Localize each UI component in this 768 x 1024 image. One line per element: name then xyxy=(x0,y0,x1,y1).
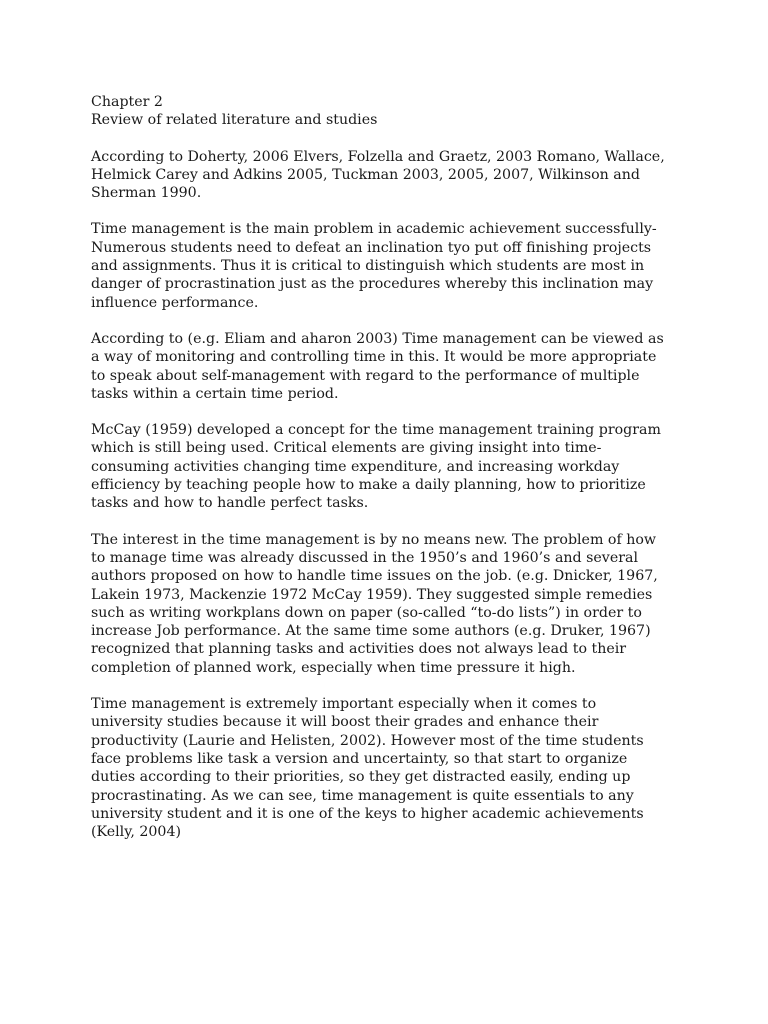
text-line: McCay (1959) developed a concept for the time management training program xyxy=(91,422,661,439)
text-line: Numerous students need to defeat an inclination tyo put off finishing projects xyxy=(91,239,652,256)
text-line: procrastinating. As we can see, time management is quite essentials to any xyxy=(91,787,634,804)
text-line: consuming activities changing time expenditure, and increasing workday xyxy=(91,458,620,475)
text-line: Lakein 1973, Mackenzie 1972 McCay 1959). They suggested simple remedies xyxy=(91,586,653,603)
text-line: Time management is extremely important especially when it comes to xyxy=(91,696,597,713)
text-line: which is still being used. Critical elements are giving insight into time- xyxy=(91,440,602,457)
text-line: completion of planned work, especially when time pressure it high. xyxy=(91,659,576,676)
text-line: a way of monitoring and controlling time in this. It would be more appropriate xyxy=(91,349,657,366)
text-line: influence performance. xyxy=(91,294,259,311)
text-line: Time management is the main problem in academic achievement successfully- xyxy=(91,221,657,238)
text-line: such as writing workplans down on paper (so-called “to-do lists”) in order to xyxy=(91,604,642,621)
paragraph xyxy=(91,220,691,311)
text-line: face problems like task a version and uncertainty, so that start to organize xyxy=(91,750,628,767)
text-line: duties according to their priorities, so they get distracted easily, ending up xyxy=(91,769,631,786)
text-line: and assignments. Thus it is critical to distinguish which students are most in xyxy=(91,258,645,275)
text-line: tasks within a certain time period. xyxy=(91,385,339,402)
text-line: productivity (Laurie and Helisten, 2002). However most of the time students xyxy=(91,732,644,749)
text-line: Helmick Carey and Adkins 2005, Tuckman 2003, 2005, 2007, Wilkinson and xyxy=(91,166,640,183)
text-line: The interest in the time management is by no means new. The problem of how xyxy=(91,531,657,548)
paragraph xyxy=(91,421,691,512)
text-line: efficiency by teaching people how to make a daily planning, how to prioritize xyxy=(91,477,646,494)
text-line: to manage time was already discussed in the 1950’s and 1960’s and several xyxy=(91,549,638,566)
paragraph xyxy=(91,330,691,403)
document-body xyxy=(91,93,691,859)
paragraph-list xyxy=(91,148,691,842)
text-line: According to Doherty, 2006 Elvers, Folzella and Graetz, 2003 Romano, Wallace, xyxy=(91,148,665,165)
text-line: tasks and how to handle perfect tasks. xyxy=(91,495,369,512)
text-line: (Kelly, 2004) xyxy=(91,824,182,841)
text-line: recognized that planning tasks and activities does not always lead to their xyxy=(91,641,627,658)
text-line: to speak about self-management with regard to the performance of multiple xyxy=(91,367,640,384)
paragraph xyxy=(91,531,691,677)
text-line: university studies because it will boost their grades and enhance their xyxy=(91,714,599,731)
chapter-label: Chapter 2 xyxy=(91,94,163,110)
text-line: According to (e.g. Eliam and aharon 2003) Time management can be viewed as xyxy=(91,330,664,347)
text-line: authors proposed on how to handle time issues on the job. (e.g. Dnicker, 1967, xyxy=(91,568,658,585)
text-line: danger of procrastination just as the procedures whereby this inclination may xyxy=(91,276,654,293)
paragraph xyxy=(91,695,691,841)
text-line: increase Job performance. At the same time some authors (e.g. Druker, 1967) xyxy=(91,623,651,640)
paragraph xyxy=(91,148,691,203)
text-line: Sherman 1990. xyxy=(91,185,202,202)
text-line: university student and it is one of the keys to higher academic achievements xyxy=(91,805,644,822)
chapter-title: Review of related literature and studies xyxy=(91,112,378,129)
